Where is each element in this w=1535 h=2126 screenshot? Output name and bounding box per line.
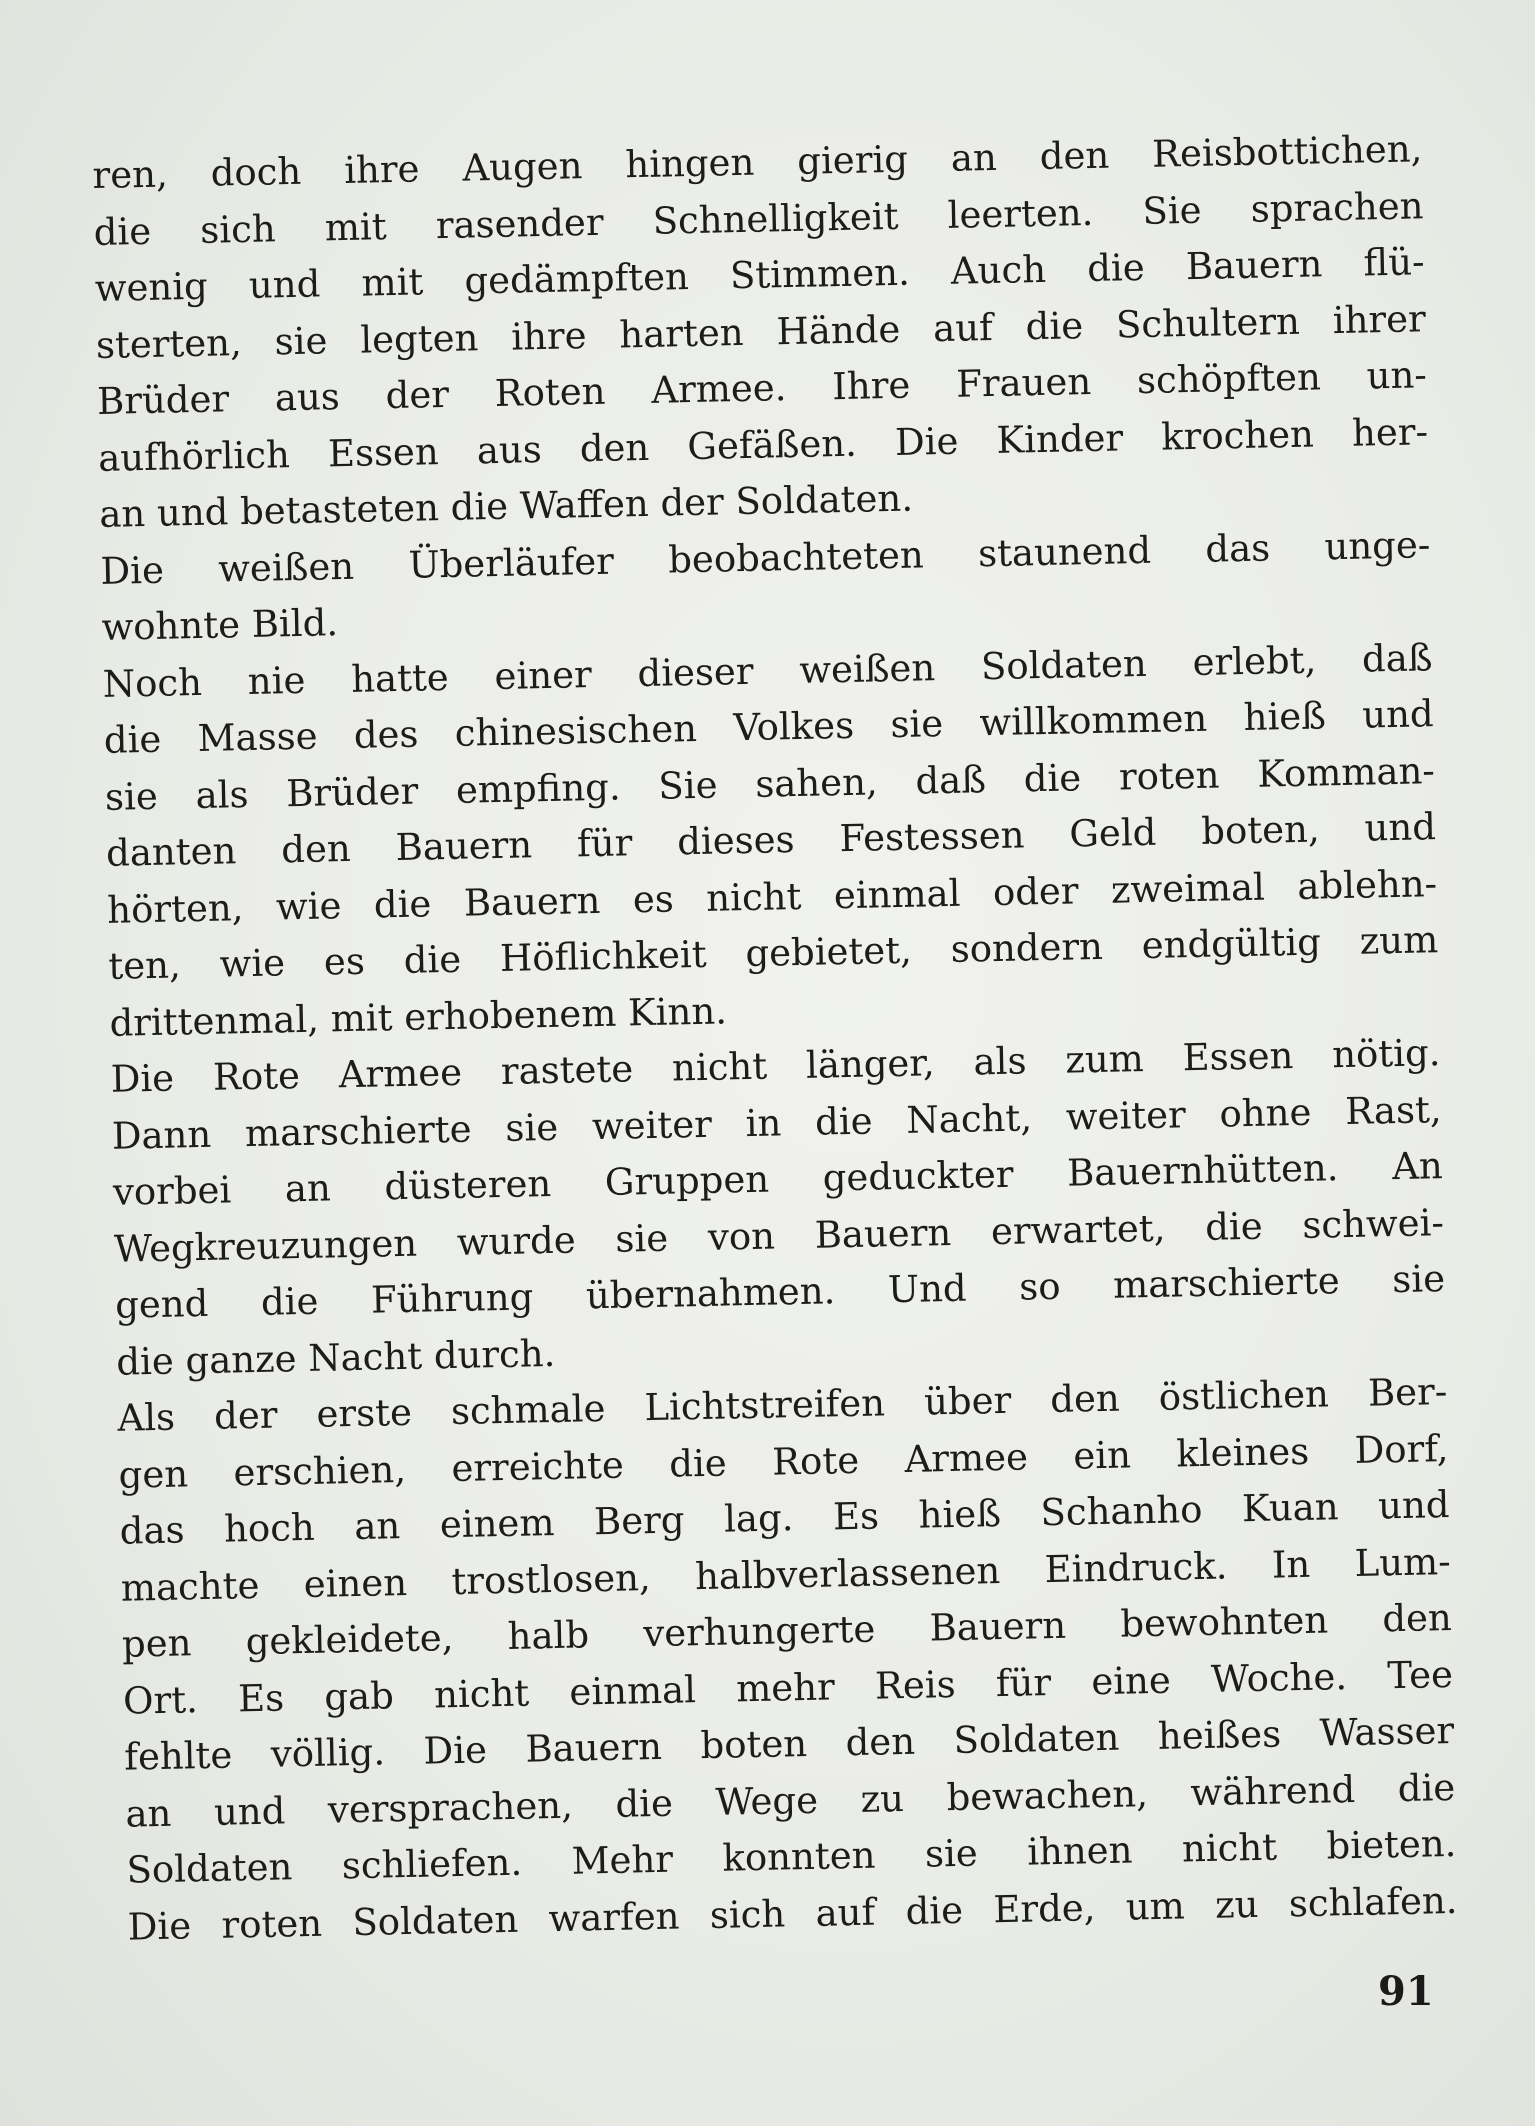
text-line: Die weißen Überläufer beobachteten staunend das unge- bbox=[100, 522, 1431, 593]
text-line: Noch nie hatte einer dieser weißen Soldaten erlebt, daß bbox=[102, 635, 1433, 706]
text-line: an und versprachen, die Wege zu bewachen, während die bbox=[125, 1765, 1456, 1836]
text-line: die ganze Nacht durch. bbox=[115, 1331, 556, 1384]
text-line: Brüder aus der Roten Armee. Ihre Frauen schöpften un- bbox=[96, 353, 1428, 423]
text-line: gend die Führung übernahmen. Und so marschierte sie bbox=[114, 1257, 1446, 1327]
text-line: sterten, sie legten ihre harten Hände auf die Schultern ihrer bbox=[95, 296, 1427, 367]
text-line: die Masse des chinesischen Volkes sie willkommen hieß und bbox=[103, 692, 1435, 762]
text-line: danten den Bauern für dieses Festessen Geld boten, und bbox=[105, 805, 1437, 875]
text-line: Wegkreuzungen wurde sie von Bauern erwartet, die schwei- bbox=[113, 1200, 1445, 1271]
text-line: vorbei an düsteren Gruppen geduckter Bauernhütten. An bbox=[112, 1144, 1444, 1214]
text-line: machte einen trostlosen, halbverlassenen Eindruck. In Lum- bbox=[120, 1539, 1452, 1610]
text-line: Soldaten schliefen. Mehr konnten sie ihnen nicht bieten. bbox=[126, 1821, 1457, 1892]
text-line: sie als Brüder empfing. Sie sahen, daß die roten Komman- bbox=[104, 748, 1436, 819]
page-number: 91 bbox=[1378, 1968, 1434, 2015]
text-line: drittenmal, mit erhobenem Kinn. bbox=[109, 988, 728, 1045]
text-line: Die roten Soldaten warfen sich auf die Erde, um zu schlafen. bbox=[127, 1878, 1458, 1949]
text-line: wenig und mit gedämpften Stimmen. Auch die Bauern flü- bbox=[94, 240, 1425, 310]
body-text bbox=[92, 121, 1458, 1955]
text-line: gen erschien, erreichte die Rote Armee ein kleines Dorf, bbox=[118, 1426, 1449, 1497]
text-line: aufhörlich Essen aus den Gefäßen. Die Kinder krochen her- bbox=[97, 409, 1429, 480]
text-line: wohnte Bild. bbox=[101, 601, 339, 649]
text-line: Die Rote Armee rastete nicht länger, als zum Essen nötig. bbox=[110, 1031, 1441, 1101]
text-line: das hoch an einem Berg lag. Es hieß Schanho Kuan und bbox=[119, 1483, 1450, 1553]
text-line: pen gekleidete, halb verhungerte Bauern bewohnten den bbox=[121, 1596, 1453, 1666]
text-line: Als der erste schmale Lichtstreifen über den östlichen Ber- bbox=[117, 1370, 1448, 1440]
text-line: an und betasteten die Waffen der Soldaten. bbox=[98, 476, 914, 536]
text-line: ren, doch ihre Augen hingen gierig an den Reisbottichen, bbox=[92, 127, 1423, 197]
text-line: ten, wie es die Höflichkeit gebietet, sondern endgültig zum bbox=[107, 918, 1439, 988]
text-line: hörten, wie die Bauern es nicht einmal oder zweimal ablehn- bbox=[106, 861, 1438, 932]
text-line: Dann marschierte sie weiter in die Nacht, weiter ohne Rast, bbox=[111, 1087, 1442, 1158]
text-line: Ort. Es gab nicht einmal mehr Reis für eine Woche. Tee bbox=[122, 1652, 1454, 1723]
text-line: fehlte völlig. Die Bauern boten den Soldaten heißes Wasser bbox=[123, 1708, 1455, 1779]
text-line: die sich mit rasender Schnelligkeit leerten. Sie sprachen bbox=[93, 183, 1424, 254]
